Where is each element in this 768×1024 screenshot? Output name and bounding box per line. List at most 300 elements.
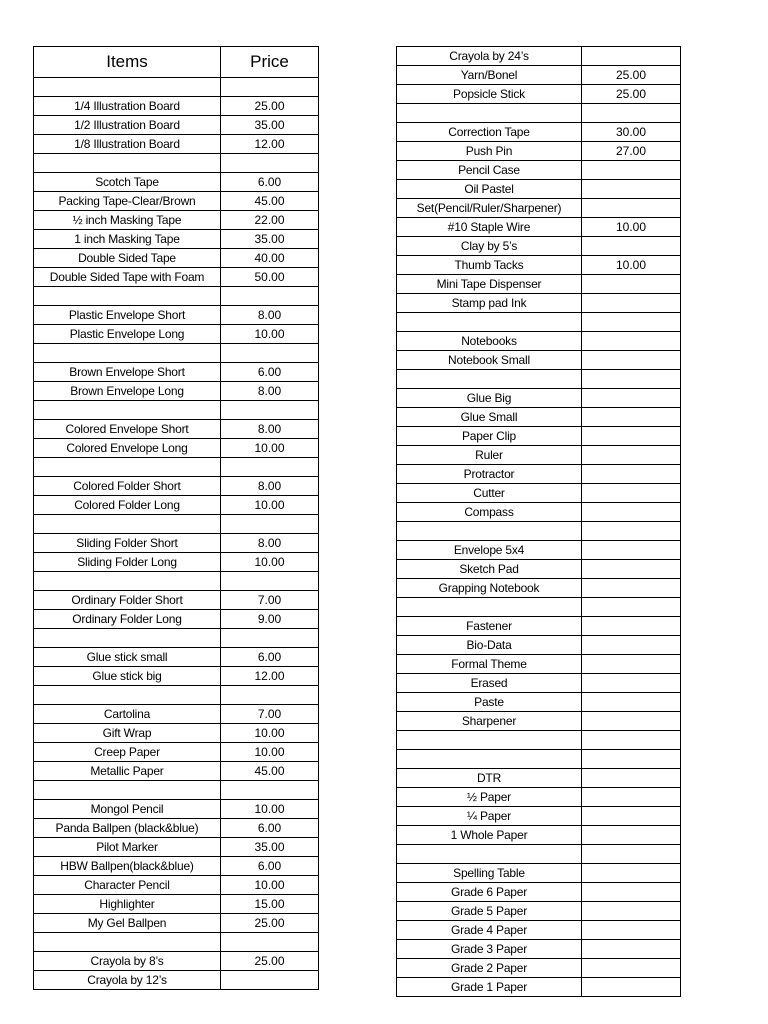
price-cell: [582, 484, 681, 503]
price-cell: [582, 161, 681, 180]
price-cell: [221, 629, 319, 648]
item-cell: Crayola by 8’s: [34, 952, 221, 971]
table-row: [397, 370, 681, 389]
item-cell: Glue Small: [397, 408, 582, 427]
header-row: [34, 47, 319, 78]
item-cell: My Gel Ballpen: [34, 914, 221, 933]
item-cell: [34, 401, 221, 420]
item-cell: [34, 629, 221, 648]
price-header: Price: [221, 47, 319, 78]
table-row: [397, 85, 681, 104]
table-row: [34, 591, 319, 610]
item-cell: Yarn/Bonel: [397, 66, 582, 85]
price-cell: [582, 427, 681, 446]
price-cell: 7.00: [221, 705, 319, 724]
price-cell: [582, 902, 681, 921]
table-row: [34, 496, 319, 515]
item-cell: Pilot Marker: [34, 838, 221, 857]
price-cell: [582, 769, 681, 788]
item-cell: Formal Theme: [397, 655, 582, 674]
price-cell: 45.00: [221, 762, 319, 781]
table-row: [397, 788, 681, 807]
price-cell: [582, 275, 681, 294]
price-cell: 45.00: [221, 192, 319, 211]
table-row: [34, 553, 319, 572]
item-cell: Protractor: [397, 465, 582, 484]
item-cell: Mongol Pencil: [34, 800, 221, 819]
table-row: [34, 116, 319, 135]
price-cell: 6.00: [221, 648, 319, 667]
item-cell: Plastic Envelope Short: [34, 306, 221, 325]
table-row: [397, 864, 681, 883]
item-cell: Character Pencil: [34, 876, 221, 895]
table-row: [34, 382, 319, 401]
price-cell: [221, 971, 319, 990]
item-cell: [397, 750, 582, 769]
table-row: [397, 142, 681, 161]
item-cell: Double Sided Tape with Foam: [34, 268, 221, 287]
price-cell: 12.00: [221, 667, 319, 686]
price-cell: [221, 344, 319, 363]
item-cell: [34, 515, 221, 534]
table-row: [34, 401, 319, 420]
table-row: [34, 686, 319, 705]
table-row: [34, 325, 319, 344]
table-row: [34, 933, 319, 952]
item-cell: Notebooks: [397, 332, 582, 351]
price-cell: 10.00: [582, 218, 681, 237]
table-row: [34, 515, 319, 534]
item-cell: Highlighter: [34, 895, 221, 914]
price-cell: 10.00: [221, 743, 319, 762]
table-row: [397, 541, 681, 560]
item-cell: Colored Folder Long: [34, 496, 221, 515]
price-cell: 10.00: [582, 256, 681, 275]
item-cell: Grade 3 Paper: [397, 940, 582, 959]
item-cell: Set(Pencil/Ruler/Sharpener): [397, 199, 582, 218]
item-cell: Brown Envelope Short: [34, 363, 221, 382]
table-row: [34, 78, 319, 97]
table-row: [397, 655, 681, 674]
item-cell: Stamp pad Ink: [397, 294, 582, 313]
price-cell: [582, 921, 681, 940]
item-cell: HBW Ballpen(black&blue): [34, 857, 221, 876]
table-row: [397, 275, 681, 294]
table-row: [397, 427, 681, 446]
item-cell: 1 Whole Paper: [397, 826, 582, 845]
price-cell: 15.00: [221, 895, 319, 914]
price-cell: [221, 572, 319, 591]
item-cell: [34, 154, 221, 173]
item-cell: Crayola by 12’s: [34, 971, 221, 990]
table-row: [397, 921, 681, 940]
table-row: [397, 161, 681, 180]
table-row: [397, 294, 681, 313]
price-cell: [582, 655, 681, 674]
price-cell: [582, 978, 681, 997]
item-cell: Paste: [397, 693, 582, 712]
price-cell: 8.00: [221, 477, 319, 496]
item-cell: Paper Clip: [397, 427, 582, 446]
table-row: [34, 705, 319, 724]
item-cell: Sketch Pad: [397, 560, 582, 579]
left-table-body: [34, 78, 319, 990]
price-cell: 8.00: [221, 534, 319, 553]
item-cell: Fastener: [397, 617, 582, 636]
price-cell: 35.00: [221, 838, 319, 857]
table-row: [34, 534, 319, 553]
item-cell: Ordinary Folder Long: [34, 610, 221, 629]
item-cell: Creep Paper: [34, 743, 221, 762]
table-row: [34, 781, 319, 800]
table-row: [34, 458, 319, 477]
item-cell: [397, 731, 582, 750]
price-cell: 35.00: [221, 116, 319, 135]
item-cell: Colored Envelope Short: [34, 420, 221, 439]
price-cell: [582, 674, 681, 693]
item-cell: Grade 4 Paper: [397, 921, 582, 940]
price-cell: [582, 731, 681, 750]
price-cell: 6.00: [221, 173, 319, 192]
table-row: [397, 845, 681, 864]
table-row: [397, 199, 681, 218]
item-cell: Colored Folder Short: [34, 477, 221, 496]
item-cell: DTR: [397, 769, 582, 788]
price-cell: [582, 408, 681, 427]
price-cell: [221, 154, 319, 173]
item-cell: [397, 313, 582, 332]
table-row: [34, 192, 319, 211]
table-row: [397, 712, 681, 731]
item-cell: [34, 287, 221, 306]
item-cell: Grade 1 Paper: [397, 978, 582, 997]
price-cell: 8.00: [221, 382, 319, 401]
table-row: [397, 218, 681, 237]
price-cell: [582, 237, 681, 256]
price-cell: [582, 180, 681, 199]
item-cell: Gift Wrap: [34, 724, 221, 743]
item-cell: 1 inch Masking Tape: [34, 230, 221, 249]
item-cell: Panda Ballpen (black&blue): [34, 819, 221, 838]
price-cell: [582, 446, 681, 465]
price-cell: [582, 351, 681, 370]
item-cell: Notebook Small: [397, 351, 582, 370]
item-cell: Grade 5 Paper: [397, 902, 582, 921]
price-cell: 10.00: [221, 439, 319, 458]
item-cell: Metallic Paper: [34, 762, 221, 781]
item-cell: Cutter: [397, 484, 582, 503]
price-cell: 6.00: [221, 857, 319, 876]
item-cell: Compass: [397, 503, 582, 522]
right-table-body: [397, 47, 681, 997]
item-cell: Ruler: [397, 446, 582, 465]
table-row: [397, 389, 681, 408]
table-row: [397, 123, 681, 142]
price-cell: [582, 560, 681, 579]
table-row: [397, 598, 681, 617]
price-cell: 10.00: [221, 496, 319, 515]
price-cell: 25.00: [221, 97, 319, 116]
price-cell: 10.00: [221, 325, 319, 344]
price-cell: [582, 104, 681, 123]
table-row: [34, 439, 319, 458]
item-cell: Grade 6 Paper: [397, 883, 582, 902]
price-cell: 27.00: [582, 142, 681, 161]
price-cell: [221, 401, 319, 420]
price-cell: 6.00: [221, 819, 319, 838]
item-cell: Push Pin: [397, 142, 582, 161]
item-cell: Grapping Notebook: [397, 579, 582, 598]
price-cell: [221, 515, 319, 534]
item-cell: Plastic Envelope Long: [34, 325, 221, 344]
item-cell: Oil Pastel: [397, 180, 582, 199]
item-cell: Mini Tape Dispenser: [397, 275, 582, 294]
price-cell: [582, 389, 681, 408]
table-row: [397, 503, 681, 522]
price-cell: [582, 883, 681, 902]
price-cell: [582, 693, 681, 712]
price-cell: [582, 807, 681, 826]
table-row: [34, 762, 319, 781]
price-cell: [582, 845, 681, 864]
table-row: [34, 135, 319, 154]
table-row: [397, 560, 681, 579]
item-cell: Erased: [397, 674, 582, 693]
table-row: [397, 332, 681, 351]
price-cell: [582, 712, 681, 731]
price-cell: 22.00: [221, 211, 319, 230]
table-row: [34, 610, 319, 629]
table-row: [397, 940, 681, 959]
table-row: [34, 420, 319, 439]
price-cell: [582, 465, 681, 484]
table-row: [397, 180, 681, 199]
price-cell: 7.00: [221, 591, 319, 610]
table-row: [34, 876, 319, 895]
item-cell: Brown Envelope Long: [34, 382, 221, 401]
item-cell: [397, 104, 582, 123]
table-row: [34, 97, 319, 116]
table-row: [397, 902, 681, 921]
table-row: [397, 883, 681, 902]
item-cell: #10 Staple Wire: [397, 218, 582, 237]
item-cell: [34, 781, 221, 800]
price-cell: [582, 636, 681, 655]
price-cell: [221, 933, 319, 952]
table-row: [34, 800, 319, 819]
table-row: [397, 484, 681, 503]
right-price-table: [396, 46, 681, 997]
item-cell: Envelope 5x4: [397, 541, 582, 560]
price-cell: [582, 47, 681, 66]
table-row: [34, 838, 319, 857]
price-cell: [582, 313, 681, 332]
table-row: [34, 211, 319, 230]
price-cell: 30.00: [582, 123, 681, 142]
item-cell: Grade 2 Paper: [397, 959, 582, 978]
item-cell: Thumb Tacks: [397, 256, 582, 275]
item-cell: Colored Envelope Long: [34, 439, 221, 458]
price-cell: 25.00: [221, 914, 319, 933]
item-cell: ½ Paper: [397, 788, 582, 807]
item-cell: 1/8 Illustration Board: [34, 135, 221, 154]
item-cell: [34, 458, 221, 477]
table-row: [397, 104, 681, 123]
table-row: [34, 344, 319, 363]
item-cell: [397, 845, 582, 864]
price-cell: [221, 78, 319, 97]
table-row: [34, 154, 319, 173]
price-cell: [221, 781, 319, 800]
table-row: [397, 446, 681, 465]
price-cell: 40.00: [221, 249, 319, 268]
price-cell: [582, 826, 681, 845]
table-row: [397, 769, 681, 788]
price-cell: [582, 864, 681, 883]
item-cell: Glue stick big: [34, 667, 221, 686]
table-row: [397, 807, 681, 826]
price-cell: 6.00: [221, 363, 319, 382]
item-cell: Clay by 5’s: [397, 237, 582, 256]
price-cell: [582, 541, 681, 560]
table-row: [34, 667, 319, 686]
table-row: [34, 895, 319, 914]
table-row: [34, 914, 319, 933]
price-cell: [221, 287, 319, 306]
price-cell: 50.00: [221, 268, 319, 287]
price-cell: [582, 370, 681, 389]
table-row: [397, 408, 681, 427]
price-cell: [221, 686, 319, 705]
price-cell: 25.00: [221, 952, 319, 971]
table-row: [34, 857, 319, 876]
table-row: [397, 66, 681, 85]
price-cell: [582, 522, 681, 541]
table-row: [397, 522, 681, 541]
price-cell: 10.00: [221, 724, 319, 743]
table-row: [34, 249, 319, 268]
price-cell: 25.00: [582, 85, 681, 104]
table-row: [34, 724, 319, 743]
table-row: [34, 287, 319, 306]
table-row: [397, 256, 681, 275]
item-cell: Glue stick small: [34, 648, 221, 667]
table-row: [397, 978, 681, 997]
item-cell: [397, 598, 582, 617]
item-cell: Glue Big: [397, 389, 582, 408]
item-cell: Bio-Data: [397, 636, 582, 655]
price-cell: [582, 199, 681, 218]
table-row: [397, 47, 681, 66]
price-cell: [582, 940, 681, 959]
table-row: [397, 674, 681, 693]
price-cell: [582, 294, 681, 313]
table-row: [34, 648, 319, 667]
price-cell: [582, 598, 681, 617]
table-row: [397, 826, 681, 845]
table-row: [397, 465, 681, 484]
price-cell: 8.00: [221, 420, 319, 439]
items-header: Items: [34, 47, 221, 78]
table-row: [397, 731, 681, 750]
table-row: [397, 750, 681, 769]
item-cell: [397, 522, 582, 541]
table-row: [397, 313, 681, 332]
price-cell: 35.00: [221, 230, 319, 249]
price-cell: 10.00: [221, 800, 319, 819]
price-cell: 9.00: [221, 610, 319, 629]
table-row: [397, 636, 681, 655]
table-row: [397, 959, 681, 978]
item-cell: [397, 370, 582, 389]
table-row: [34, 743, 319, 762]
item-cell: Crayola by 24’s: [397, 47, 582, 66]
table-row: [34, 477, 319, 496]
price-cell: [221, 458, 319, 477]
price-cell: 25.00: [582, 66, 681, 85]
left-price-table: [33, 46, 319, 990]
table-row: [397, 237, 681, 256]
item-cell: 1/2 Illustration Board: [34, 116, 221, 135]
table-row: [34, 819, 319, 838]
item-cell: Cartolina: [34, 705, 221, 724]
table-row: [34, 572, 319, 591]
item-cell: ½ inch Masking Tape: [34, 211, 221, 230]
price-cell: 12.00: [221, 135, 319, 154]
item-cell: Double Sided Tape: [34, 249, 221, 268]
price-cell: [582, 959, 681, 978]
price-cell: [582, 503, 681, 522]
table-row: [34, 629, 319, 648]
item-cell: [34, 933, 221, 952]
table-row: [34, 363, 319, 382]
table-row: [397, 579, 681, 598]
price-cell: 8.00: [221, 306, 319, 325]
item-cell: [34, 686, 221, 705]
price-cell: 10.00: [221, 553, 319, 572]
item-cell: Sliding Folder Long: [34, 553, 221, 572]
table-row: [34, 268, 319, 287]
table-row: [34, 230, 319, 249]
item-cell: Popsicle Stick: [397, 85, 582, 104]
price-cell: [582, 750, 681, 769]
item-cell: [34, 344, 221, 363]
item-cell: Scotch Tape: [34, 173, 221, 192]
item-cell: ¼ Paper: [397, 807, 582, 826]
table-row: [397, 351, 681, 370]
item-cell: Spelling Table: [397, 864, 582, 883]
price-cell: [582, 617, 681, 636]
price-cell: 10.00: [221, 876, 319, 895]
table-row: [34, 173, 319, 192]
item-cell: Pencil Case: [397, 161, 582, 180]
item-cell: Sharpener: [397, 712, 582, 731]
table-row: [397, 617, 681, 636]
table-row: [34, 306, 319, 325]
item-cell: Ordinary Folder Short: [34, 591, 221, 610]
price-cell: [582, 788, 681, 807]
item-cell: Packing Tape-Clear/Brown: [34, 192, 221, 211]
table-row: [34, 971, 319, 990]
price-cell: [582, 332, 681, 351]
item-cell: 1/4 Illustration Board: [34, 97, 221, 116]
item-cell: Correction Tape: [397, 123, 582, 142]
price-cell: [582, 579, 681, 598]
item-cell: [34, 572, 221, 591]
table-row: [397, 693, 681, 712]
item-cell: Sliding Folder Short: [34, 534, 221, 553]
item-cell: [34, 78, 221, 97]
